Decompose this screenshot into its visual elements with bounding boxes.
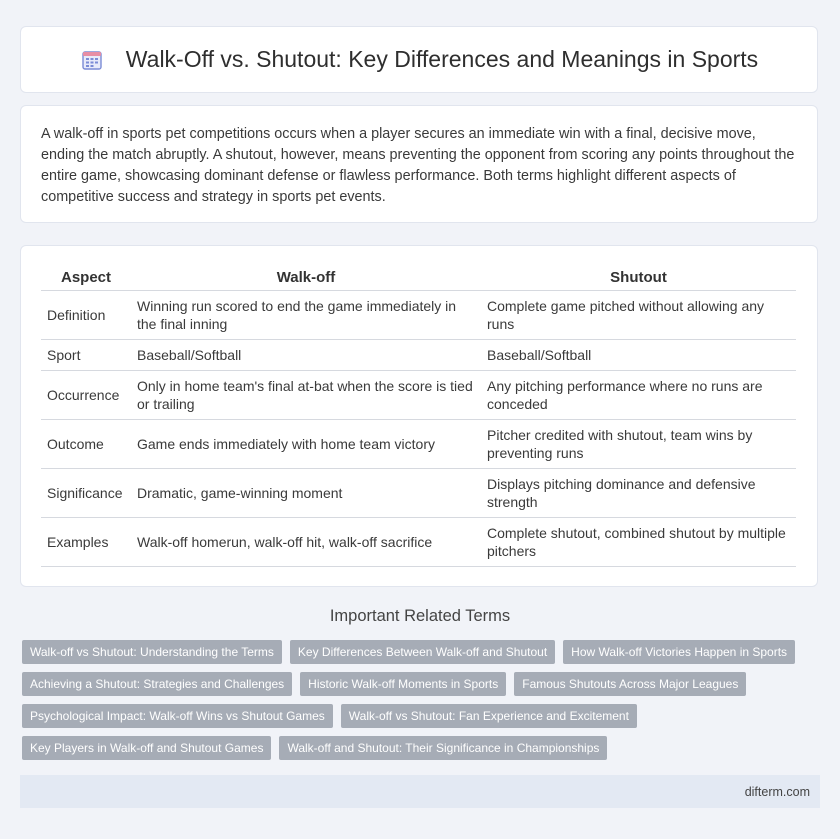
cell-aspect: Significance [41,469,131,518]
page-header [20,26,818,93]
cell-aspect: Examples [41,518,131,567]
related-tag-link[interactable]: Achieving a Shutout: Strategies and Challenges [22,672,292,696]
cell-shutout: Complete game pitched without allowing any runs [481,291,796,340]
cell-walkoff: Winning run scored to end the game immediately in the final inning [131,291,481,340]
comparison-card [20,245,818,587]
related-tag-link[interactable]: Key Players in Walk-off and Shutout Games [22,736,271,760]
table-header-row [41,264,796,291]
cell-walkoff: Baseball/Softball [131,340,481,371]
table-row [41,371,796,420]
cell-shutout: Complete shutout, combined shutout by multiple pitchers [481,518,796,567]
cell-walkoff: Walk-off homerun, walk-off hit, walk-off sacrifice [131,518,481,567]
related-terms-title: Important Related Terms [329,607,511,625]
footer-site-link[interactable]: difterm.com [744,784,810,799]
related-tag-link[interactable]: Famous Shutouts Across Major Leagues [514,672,746,696]
page-title: Walk-Off vs. Shutout: Key Differences and Meanings in Sports [125,46,759,72]
cell-shutout: Displays pitching dominance and defensive strength [481,469,796,518]
cell-aspect: Occurrence [41,371,131,420]
page-footer [20,775,820,808]
table-row [41,469,796,518]
related-terms-section [0,607,840,626]
table-row [41,291,796,340]
related-tags [22,640,822,760]
cell-shutout: Any pitching performance where no runs are conceded [481,371,796,420]
table-row [41,420,796,469]
intro-card [20,105,818,223]
column-header-aspect: Aspect [41,264,131,291]
cell-shutout: Pitcher credited with shutout, team wins by preventing runs [481,420,796,469]
cell-aspect: Definition [41,291,131,340]
related-tag-link[interactable]: Key Differences Between Walk-off and Shutout [290,640,555,664]
intro-text: A walk-off in sports pet competitions occurs when a player secures an immediate win with a final, decisive move, ending the match abruptly. A shutout, however, means preventing the opponent from scoring any points throughout the entire game, showcasing dominant defense or flawless performance. Both terms highlight different aspects of competitive success and strategy in sports pet events. [41,126,795,205]
related-tag-link[interactable]: Walk-off vs Shutout: Understanding the Terms [22,640,282,664]
related-tag-link[interactable]: Historic Walk-off Moments in Sports [300,672,506,696]
column-header-shutout: Shutout [481,264,796,291]
related-tag-link[interactable]: Walk-off and Shutout: Their Significance in Championships [279,736,607,760]
cell-aspect: Outcome [41,420,131,469]
cell-walkoff: Game ends immediately with home team victory [131,420,481,469]
table-row [41,340,796,371]
cell-walkoff: Only in home team's final at-bat when the score is tied or trailing [131,371,481,420]
table-row [41,518,796,567]
comparison-table [41,264,796,567]
related-tag-link[interactable]: How Walk-off Victories Happen in Sports [563,640,795,664]
cell-aspect: Sport [41,340,131,371]
cell-shutout: Baseball/Softball [481,340,796,371]
related-tag-link[interactable]: Psychological Impact: Walk-off Wins vs Shutout Games [22,704,333,728]
related-tag-link[interactable]: Walk-off vs Shutout: Fan Experience and Excitement [341,704,637,728]
cell-walkoff: Dramatic, game-winning moment [131,469,481,518]
calendar-icon [80,48,104,72]
column-header-walkoff: Walk-off [131,264,481,291]
